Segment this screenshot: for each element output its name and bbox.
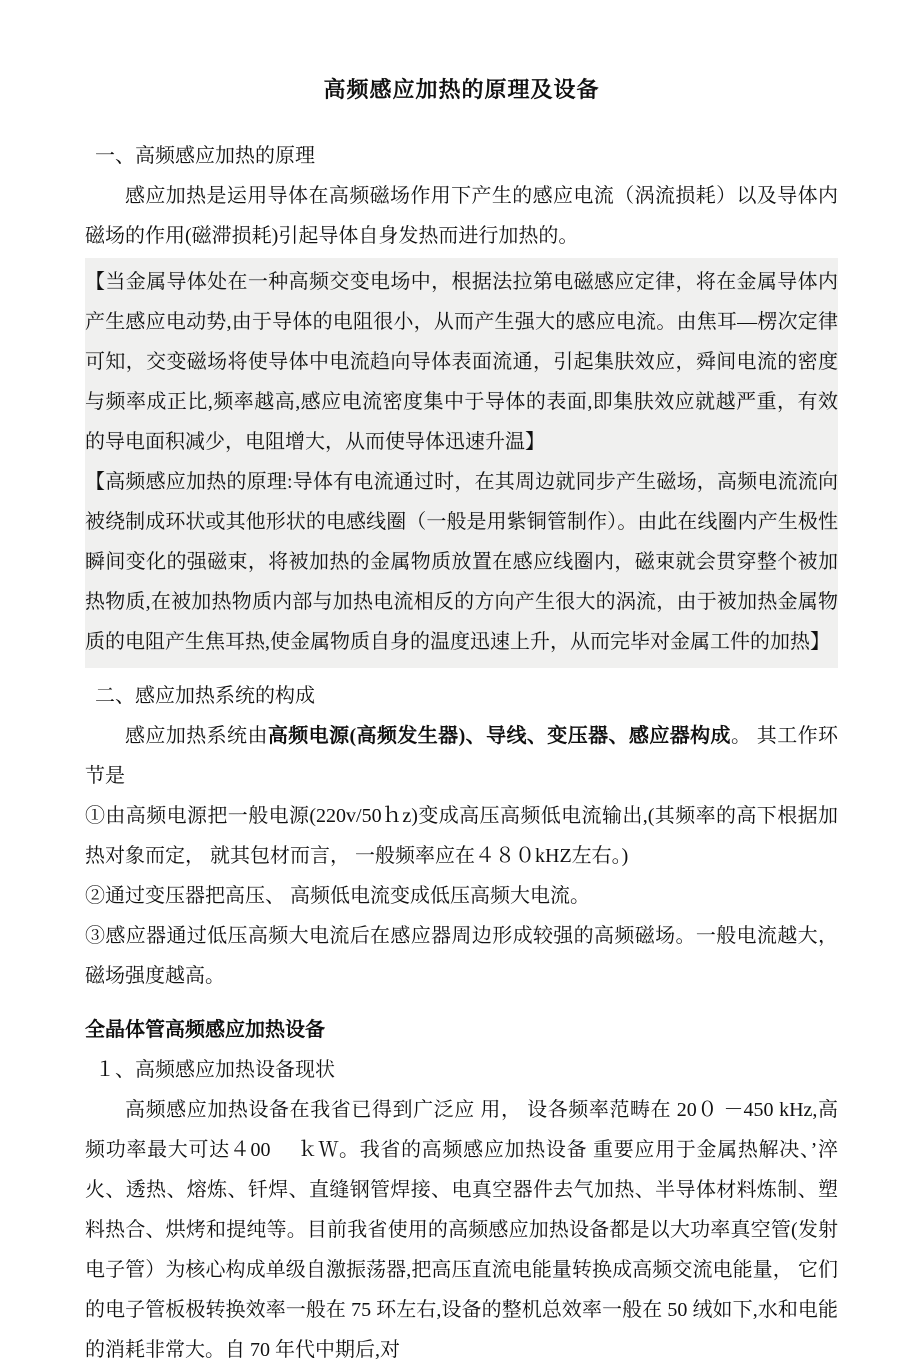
section-2-item-1: ①由高频电源把一般电源(220v/50ｈz)变成高压高频低电流输出,(其频率的高下根据加热对象而定， 就其包材而言， 一般频率应在４８０kHZ左右。) xyxy=(85,805,838,867)
section-3-subheading: １、高频感应加热设备现状 xyxy=(95,1059,335,1081)
highlight-paragraph-1: 【当金属导体处在一种高频交变电场中，根据法拉第电磁感应定律，将在金属导体内产生感应电动势,由于导体的电阻很小，从而产生强大的感应电流。由焦耳—楞次定律可知，交变磁场将使导体中电流趋向导体表面流通，引起集肤效应，舜间电流的密度与频率成正比,频率越高,感应电流密度集中于导体的表面,即集肤效应就越严重，有效的导电面积减少，电阻增大，从而使导体迅速升温】 xyxy=(85,271,838,453)
section-1-heading: 一、高频感应加热的原理 xyxy=(95,145,315,167)
compose-prefix-text: 感应加热系统由 xyxy=(125,725,268,747)
compose-suffix-text: 。 其工作环节是 xyxy=(85,725,839,787)
document-title: 高频感应加热的原理及设备 xyxy=(323,77,600,102)
section-2-item-3: ③感应器通过低压高频大电流后在感应器周边形成较强的高频磁场。一般电流越大，磁场强度越高。 xyxy=(85,925,838,987)
section-2-compose-paragraph xyxy=(85,716,838,796)
highlighted-text-block xyxy=(85,258,838,668)
section-2-item-2: ②通过变压器把高压、 高频低电流变成低压高频大电流。 xyxy=(85,885,590,907)
section-3-body-paragraph: 高频感应加热设备在我省已得到广泛应 用， 设各频率范畴在 20０ －450 kHz,高频功率最大可达４00 ｋＷ。我省的高频感应加热设备 重要应用于金属热解决、’淬火、透热、熔炼、钎焊、直缝钢管焊接、电真空器件去气加热、半导体材料炼制、塑料热合、烘烤和提纯等。目前我省使用的高频感应加热设备都是以大功率真空管(发射电子管）为核心构成单级自激振荡器,把高压直流电能量转换成高频交流电能量， 它们的电子管板极转换效率一般在 75 环左右,设备的整机总效率一般在 50 绒如下,水和电能的消耗非常大。自 70 年代中期后,对 xyxy=(85,1099,838,1361)
highlight-paragraph-2: 【高频感应加热的原理:导体有电流通过时，在其周边就同步产生磁场，高频电流流向被绕制成环状或其他形状的电感线圈（一般是用紫铜管制作）。由此在线圈内产生极性瞬间变化的强磁束，将被加热的金属物质放置在感应线圈内，磁束就会贯穿整个被加热物质,在被加热物质内部与加热电流相反的方向产生很大的涡流，由于被加热金属物质的电阻产生焦耳热,使金属物质自身的温度迅速上升，从而完毕对金属工件的加热】 xyxy=(85,471,838,653)
section-2-heading: 二、感应加热系统的构成 xyxy=(95,685,315,707)
section-3-heading: 全晶体管高频感应加热设备 xyxy=(85,1019,325,1041)
section-1-intro-paragraph: 感应加热是运用导体在高频磁场作用下产生的感应电流（涡流损耗）以及导体内磁场的作用(磁滞损耗)引起导体自身发热而进行加热的。 xyxy=(85,185,838,247)
compose-bold-text: 高频电源(高频发生器)、导线、变压器、感应器构成 xyxy=(267,725,731,747)
